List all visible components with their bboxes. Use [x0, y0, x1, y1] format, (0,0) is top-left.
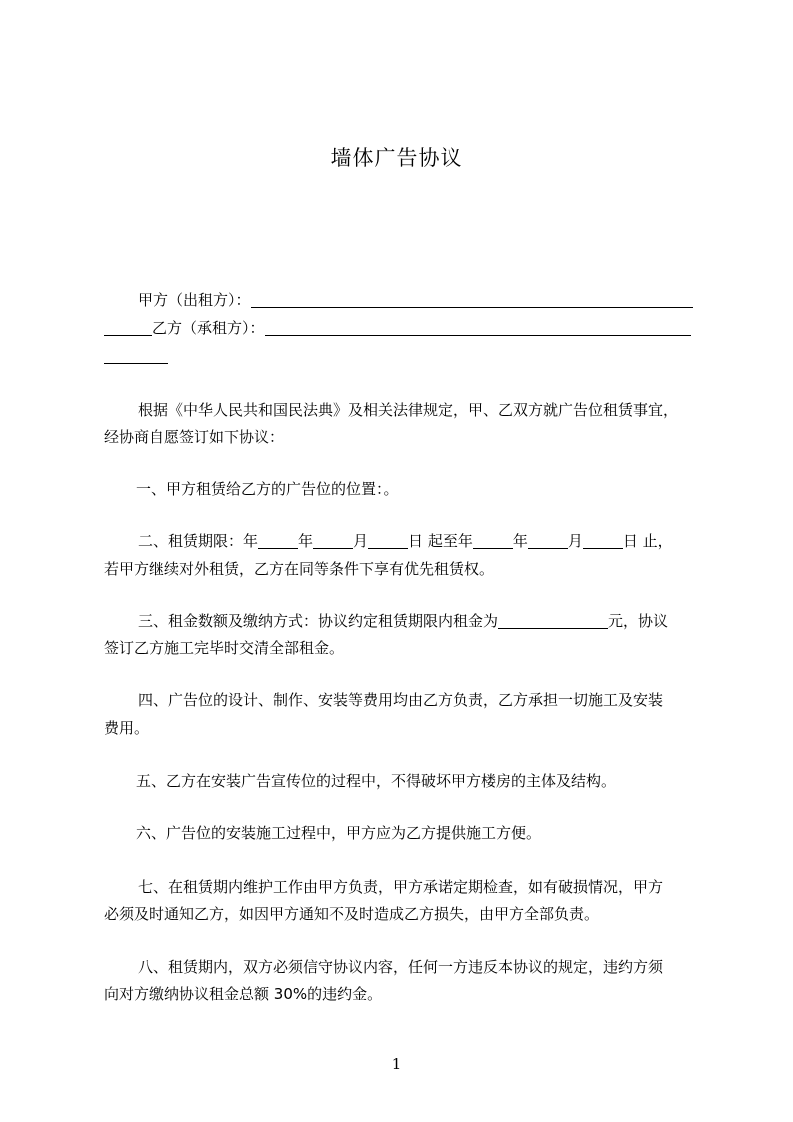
clause-4-line-1: 四、广告位的设计、制作、安装等费用均由乙方负责，乙方承担一切施工及安装: [138, 691, 664, 709]
page-number: 1: [391, 1055, 402, 1073]
clause-1: 一、甲方租赁给乙方的广告位的位置：。: [136, 480, 399, 498]
party-b-leading-blank: [104, 319, 152, 336]
clause-7-line-1: 七、在租赁期内维护工作由甲方负责，甲方承诺定期检查，如有破损情况，甲方: [138, 878, 664, 896]
clause-8-line-2: 向对方缴纳协议租金总额 30%的违约金。: [104, 985, 383, 1003]
party-a-line: [104, 285, 738, 315]
clause-3-line-2: 签订乙方施工完毕时交清全部租金。: [104, 639, 345, 657]
party-b-line-continued: [104, 341, 704, 371]
start-day-blank: [368, 532, 408, 549]
start-year-blank: [258, 532, 298, 549]
clause-7-line-2: 必须及时通知乙方，如因甲方通知不及时造成乙方损失，由甲方全部负责。: [104, 905, 600, 923]
party-b-trailing-blank: [104, 347, 168, 364]
clause-8-line-1: 八、租赁期内，双方必须信守协议内容，任何一方违反本协议的规定，违约方须: [138, 958, 664, 976]
clause-2-month-label: 月: [353, 532, 369, 550]
clause-3-line-1: [104, 606, 738, 636]
end-year-blank: [473, 532, 513, 549]
clause-2-end-month-label: 月: [567, 532, 583, 550]
clause-2-year-label: 年: [298, 532, 314, 550]
clause-2-start: 二、租赁期限：年: [138, 532, 259, 550]
clause-3-end: 元，协议: [608, 612, 669, 630]
clause-6: 六、广告位的安装施工过程中，甲方应为乙方提供施工方便。: [136, 824, 542, 842]
clause-2-end-year-label: 年: [512, 532, 528, 550]
clause-4-line-2: 费用。: [104, 719, 150, 737]
clause-5: 五、乙方在安装广告宣传位的过程中，不得破坏甲方楼房的主体及结构。: [136, 772, 617, 790]
end-day-blank: [583, 532, 623, 549]
start-month-blank: [313, 532, 353, 549]
clause-2-line-2: 若甲方继续对外租赁，乙方在同等条件下享有优先租赁权。: [104, 560, 495, 578]
party-b-line: [104, 313, 704, 343]
clause-2-day-label: 日 起至年: [408, 532, 473, 550]
party-a-blank: [251, 291, 693, 308]
preamble-line-2: 经协商自愿签订如下协议：: [104, 428, 285, 446]
rent-amount-blank: [498, 612, 608, 629]
clause-2-line-1: [104, 526, 738, 556]
preamble-line-1: 根据《中华人民共和国民法典》及相关法律规定，甲、乙双方就广告位租赁事宜，: [138, 401, 679, 419]
end-month-blank: [528, 532, 568, 549]
clause-3-start: 三、租金数额及缴纳方式：协议约定租赁期限内租金为: [138, 612, 499, 630]
party-b-blank: [265, 319, 691, 336]
party-a-label: 甲方（出租方）：: [138, 291, 251, 309]
party-b-label: 乙方（承租方）：: [152, 319, 265, 337]
document-title: 墙体广告协议: [330, 146, 463, 170]
clause-2-end-day-label: 日 止，: [622, 532, 673, 550]
